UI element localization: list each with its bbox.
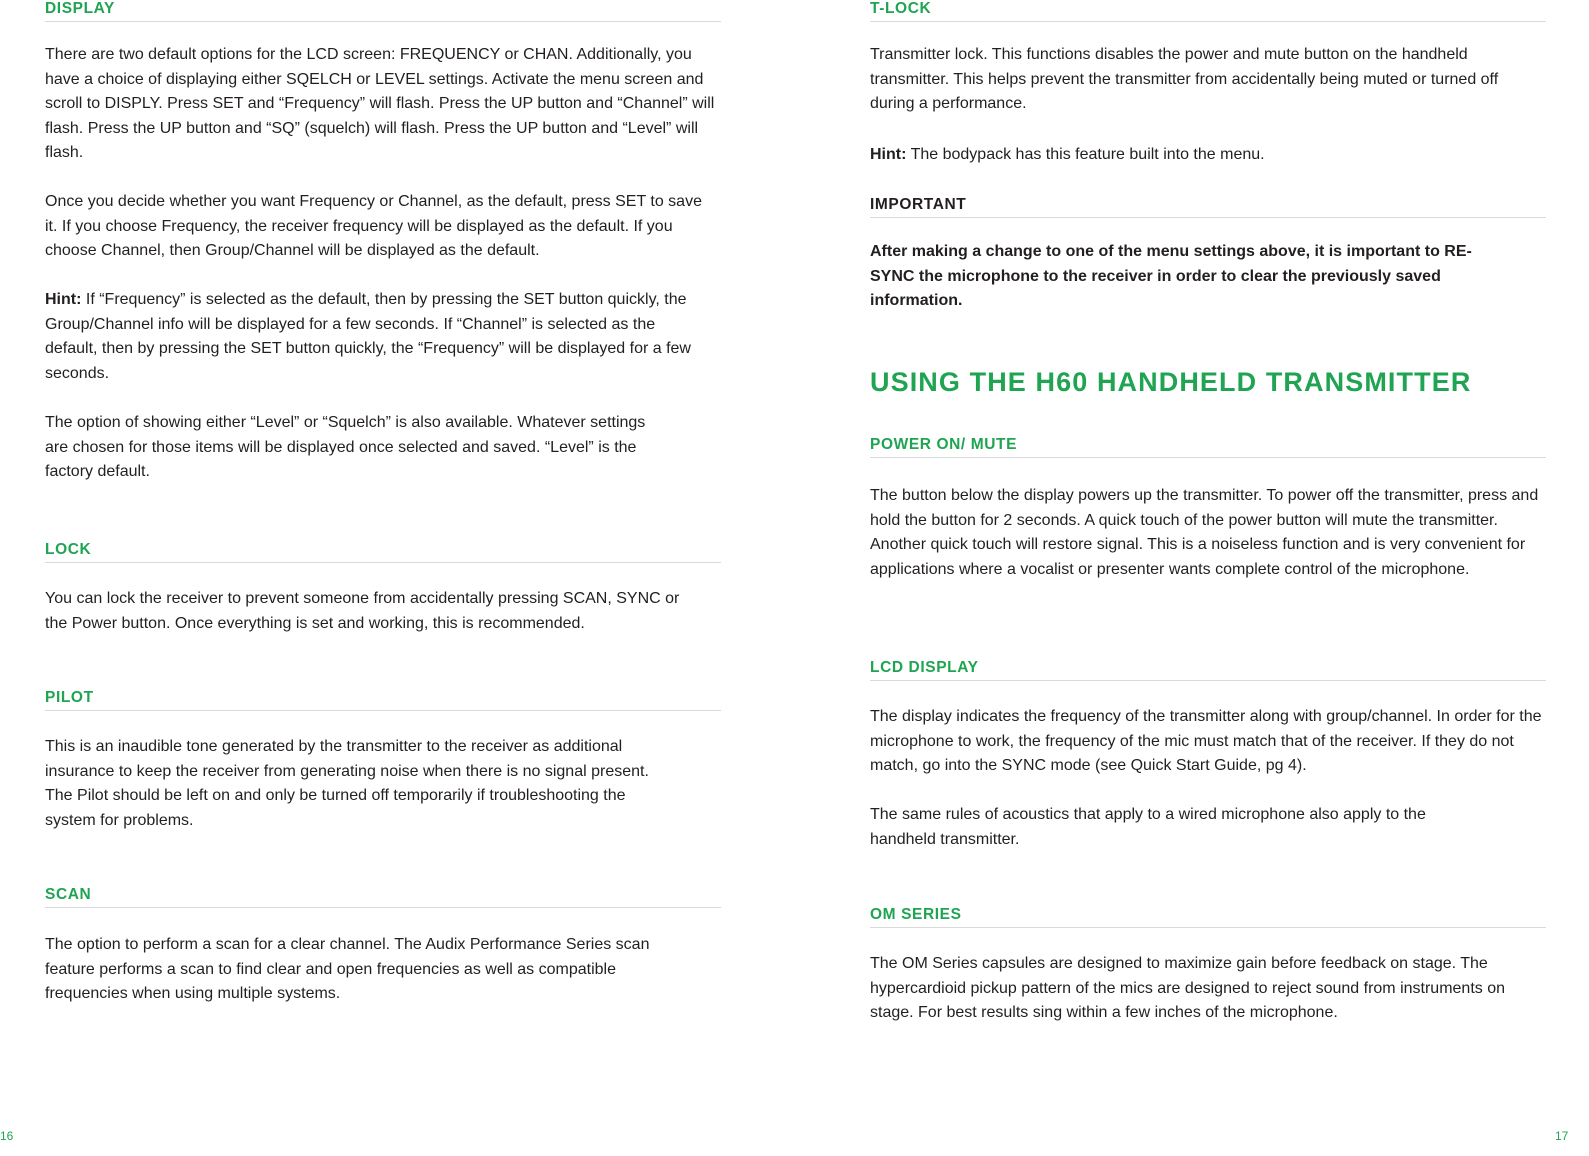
lock-paragraph: You can lock the receiver to prevent someone from accidentally pressing SCAN, SYNC or the Power button. Once everything is set and working, this is recommended. [45,590,680,632]
tlock-paragraph: Transmitter lock. This functions disables the power and mute button on the handheld transmitter. This helps prevent the transmitter from accidentally being muted or turned off during a performance. [870,46,1499,112]
lock-section [45,541,721,563]
hint-label: Hint: [45,291,82,308]
display-paragraph-1: There are two default options for the LCD screen: FREQUENCY or CHAN. Additionally, you have a choice of displaying either SQELCH or LEVEL settings. Activate the menu screen and scroll to DISPLY. Press SET and “Frequency” will flash. Press the UP button and “Channel” will flash. Press the UP button and “SQ” (squelch) will flash. Press the UP button and “Level” will flash. [45,46,715,161]
hint-label: Hint: [870,146,907,163]
divider [870,680,1546,681]
display-section [45,0,721,22]
om-paragraph: The OM Series capsules are designed to maximize gain before feedback on stage. The hypercardioid pickup pattern of the mics are designed to reject sound from instruments on stage. For best results sing within a few inches of the microphone. [870,955,1505,1021]
scan-heading: SCAN [45,886,92,903]
divider [45,21,721,22]
hint-text: The bodypack has this feature built into the menu. [906,146,1265,163]
page-title: USING THE H60 HANDHELD TRANSMITTER [870,367,1472,397]
important-heading: IMPORTANT [870,196,967,213]
power-paragraph: The button below the display powers up the transmitter. To power off the transmitter, press and hold the button for 2 seconds. A quick touch of the power button will mute the transmitter. Another quick touch will restore signal. This is a noiseless function and is very convenient for applications where a vocalist or presenter wants complete control of the microphone. [870,487,1539,578]
scan-paragraph: The option to perform a scan for a clear channel. The Audix Performance Series scan feature performs a scan to find clear and open frequencies as well as compatible frequencies when using multiple systems. [45,936,650,1002]
lock-heading: LOCK [45,541,92,558]
display-paragraph-4: The option of showing either “Level” or “Squelch” is also available. Whatever settings are chosen for those items will be displayed once selected and saved. “Level” is the factory default. [45,414,646,480]
divider [870,457,1546,458]
display-heading: DISPLAY [45,0,115,17]
important-paragraph: After making a change to one of the menu settings above, it is important to RE-SYNC the microphone to the receiver in order to clear the previously saved information. [870,243,1472,309]
important-section [870,196,1546,218]
tlock-hint-paragraph [870,143,1546,168]
pilot-section [45,689,721,711]
tlock-section [870,0,1546,22]
pilot-heading: PILOT [45,689,94,706]
display-paragraph-2: Once you decide whether you want Frequency or Channel, as the default, press SET to save it. If you choose Frequency, the receiver frequency will be displayed as the default. If you choose Channel, then Group/Channel will be displayed as the default. [45,193,702,259]
divider [870,217,1546,218]
power-heading: POWER ON/ MUTE [870,436,1018,453]
om-section [870,906,1546,928]
lcd-paragraph-2: The same rules of acoustics that apply to a wired microphone also apply to the handheld transmitter. [870,806,1426,848]
pilot-paragraph: This is an inaudible tone generated by the transmitter to the receiver as additional insurance to keep the receiver from generating noise when there is no signal present. The Pilot should be left on and only be turned off temporarily if troubleshooting the system for problems. [45,738,649,829]
page-number-left: 16 [0,1129,14,1143]
divider [870,927,1546,928]
om-heading: OM SERIES [870,906,962,923]
display-hint-paragraph [45,288,705,386]
divider [45,562,721,563]
divider [45,710,721,711]
tlock-heading: T-LOCK [870,0,932,17]
hint-text: If “Frequency” is selected as the default, then by pressing the SET button quickly, the Group/Channel info will be displayed for a few seconds. If “Channel” is selected as the default, then by pressing the SET button quickly, the “Frequency” will be displayed for a few seconds. [45,291,691,382]
lcd-paragraph-1: The display indicates the frequency of the transmitter along with group/channel. In order for the microphone to work, the frequency of the mic must match that of the receiver. If they do not match, go into the SYNC mode (see Quick Start Guide, pg 4). [870,708,1542,774]
divider [45,907,721,908]
scan-section [45,886,721,908]
power-section [870,436,1546,458]
page-number-right: 17 [1555,1129,1569,1143]
divider [870,21,1546,22]
lcd-section [870,659,1546,681]
lcd-heading: LCD DISPLAY [870,659,979,676]
